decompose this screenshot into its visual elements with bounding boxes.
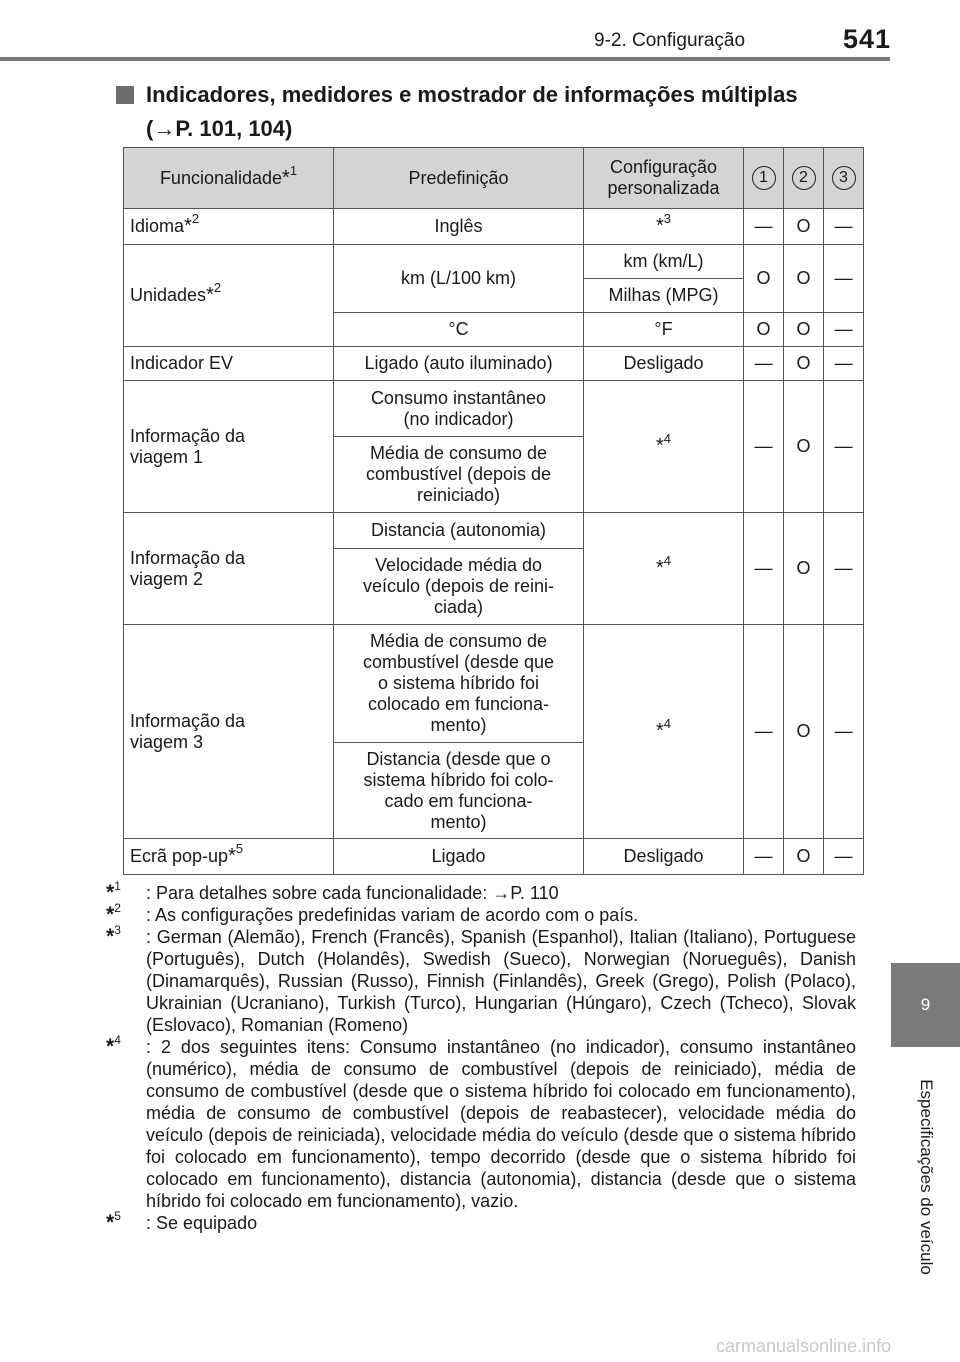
col-3-cell: —	[824, 245, 864, 313]
circled-one-icon: 1	[752, 166, 776, 190]
footnote-text: : German (Alemão), French (Francês), Spanish (Espanhol), Italian (Italiano), Portuguese (Português), Dutch (Holandês), Swedish (Sueco), Norwegian (Norueguês), Danish (Dinamarquês), Russian (Russo), Finnish (Finlandês), Greek (Grego), Polish (Polaco), Ukrainian (Ucraniano), Turkish (Turco), Hungarian (Húngaro), Czech (Tcheco), Slovak (Eslovaco), Romanian (Romeno)	[146, 927, 856, 1035]
chapter-sidebar	[891, 0, 960, 1362]
chapter-tab[interactable]	[891, 963, 960, 1047]
custom-cell: Desligado	[584, 347, 744, 381]
col-1-cell: —	[744, 381, 784, 513]
custom-cell: Milhas (MPG)	[584, 279, 744, 313]
chapter-title-text: Especificações do veículo	[916, 1078, 936, 1275]
table-row	[124, 245, 864, 279]
header-col-3	[824, 148, 864, 209]
col-2-cell: O	[784, 347, 824, 381]
chapter-number: 9	[920, 995, 931, 1014]
footnote	[106, 1033, 856, 1212]
col-1-cell: —	[744, 209, 784, 245]
default-cell: Ligado (auto iluminado)	[334, 347, 584, 381]
col-3-cell: —	[824, 381, 864, 513]
footnote-text: : 2 dos seguintes itens: Consumo instantâneo (no indicador), consumo instantâneo (numérico), média de consumo de combustível (depois de reiniciado), média de consumo de combustível (desde que o sistema híbrido foi colocado em funcionamento), média de consumo de combustível (depois de reabastecer), velocidade média do veículo (depois de reiniciada), velocidade média do veículo (desde que o sistema híbrido foi colocado em funcionamento), tempo decorrido (desde que o sistema híbrido foi colocado em funcionamento), distancia (autonomia), distancia (desde que o sistema híbrido foi colocado em funcionamento), vazio.	[146, 1037, 856, 1211]
header-rule	[0, 57, 890, 61]
custom-cell: Desligado	[584, 839, 744, 875]
col-2-cell: O	[784, 513, 824, 625]
table-row	[124, 381, 864, 437]
table-row	[124, 625, 864, 743]
header-col-1	[744, 148, 784, 209]
custom-cell: km (km/L)	[584, 245, 744, 279]
col-3-cell: —	[824, 625, 864, 839]
table-row	[124, 347, 864, 381]
page-number: 541	[843, 24, 892, 54]
circled-three-icon: 3	[832, 166, 856, 190]
custom-cell: *$^4$	[584, 513, 744, 625]
default-cell: °C	[334, 313, 584, 347]
table-row	[124, 513, 864, 549]
footnote	[106, 1209, 856, 1234]
col-2-cell: O	[784, 313, 824, 347]
default-cell: km (L/100 km)	[334, 245, 584, 313]
footnote	[106, 923, 856, 1036]
feature-cell: Idioma*$^2$	[124, 209, 334, 245]
custom-cell: *$^4$	[584, 625, 744, 839]
footnote-text: : Para detalhes sobre cada funcionalidade: →P. 110	[146, 883, 559, 903]
settings-table	[123, 147, 864, 875]
footnote-text: : Se equipado	[146, 1213, 258, 1233]
section-title: 9-2. Configuração	[594, 30, 746, 51]
col-1-cell: O	[744, 313, 784, 347]
footnote-marker: *$^1$	[106, 879, 121, 904]
table-header-row	[124, 148, 864, 209]
heading-line-1: Indicadores, medidores e mostrador de informações múltiplas	[146, 82, 798, 107]
col-2-cell: O	[784, 209, 824, 245]
footnote	[106, 901, 856, 926]
default-cell: Média de consumo de combustível (depois de reiniciado)	[334, 437, 584, 513]
col-3-cell: —	[824, 347, 864, 381]
col-2-cell: O	[784, 625, 824, 839]
footnotes	[106, 879, 856, 1234]
custom-cell: *$^4$	[584, 381, 744, 513]
custom-cell: *$^3$	[584, 209, 744, 245]
default-cell: Distancia (autonomia)	[334, 513, 584, 549]
col-3-cell: —	[824, 313, 864, 347]
custom-cell: °F	[584, 313, 744, 347]
feature-cell: Informação da viagem 1	[124, 381, 334, 513]
col-3-cell: —	[824, 513, 864, 625]
footnote-marker: *$^2$	[106, 901, 121, 926]
col-3-cell: —	[824, 839, 864, 875]
feature-cell: Informação da viagem 3	[124, 625, 334, 839]
footnote-text: : As configurações predefinidas variam de acordo com o país.	[146, 905, 639, 925]
header-default: Predefinição	[334, 148, 584, 209]
col-1-cell: —	[744, 347, 784, 381]
header-custom: Configuração personalizada	[584, 148, 744, 209]
heading-square-icon	[116, 86, 134, 104]
table-row	[124, 209, 864, 245]
circled-two-icon: 2	[792, 166, 816, 190]
footnote	[106, 879, 856, 904]
feature-cell: Indicador EV	[124, 347, 334, 381]
default-cell: Média de consumo de combustível (desde que o sistema híbrido foi colocado em funciona- mento)	[334, 625, 584, 743]
default-cell: Consumo instantâneo (no indicador)	[334, 381, 584, 437]
header-col-2	[784, 148, 824, 209]
col-1-cell: —	[744, 839, 784, 875]
col-1-cell: —	[744, 625, 784, 839]
footnote-marker: *$^4$	[106, 1033, 121, 1058]
col-2-cell: O	[784, 381, 824, 513]
watermark: carmanualsonline.info	[716, 1336, 892, 1356]
footnote-marker: *$^5$	[106, 1209, 121, 1234]
page-header	[0, 0, 960, 62]
heading-line-2[interactable]: (→P. 101, 104)	[146, 116, 293, 141]
table-row	[124, 839, 864, 875]
header-feature: Funcionalidade*$^1$	[124, 148, 334, 209]
col-1-cell: —	[744, 513, 784, 625]
chapter-title	[891, 1054, 960, 1299]
feature-cell: Ecrã pop-up*$^5$	[124, 839, 334, 875]
col-2-cell: O	[784, 245, 824, 313]
col-2-cell: O	[784, 839, 824, 875]
default-cell: Inglês	[334, 209, 584, 245]
default-cell: Velocidade média do veículo (depois de reini- ciada)	[334, 549, 584, 625]
col-3-cell: —	[824, 209, 864, 245]
col-1-cell: O	[744, 245, 784, 313]
default-cell: Ligado	[334, 839, 584, 875]
feature-cell: Informação da viagem 2	[124, 513, 334, 625]
feature-cell: Unidades*$^2$	[124, 245, 334, 347]
default-cell: Distancia (desde que o sistema híbrido foi colo- cado em funciona- mento)	[334, 743, 584, 839]
footnote-marker: *$^3$	[106, 923, 121, 948]
